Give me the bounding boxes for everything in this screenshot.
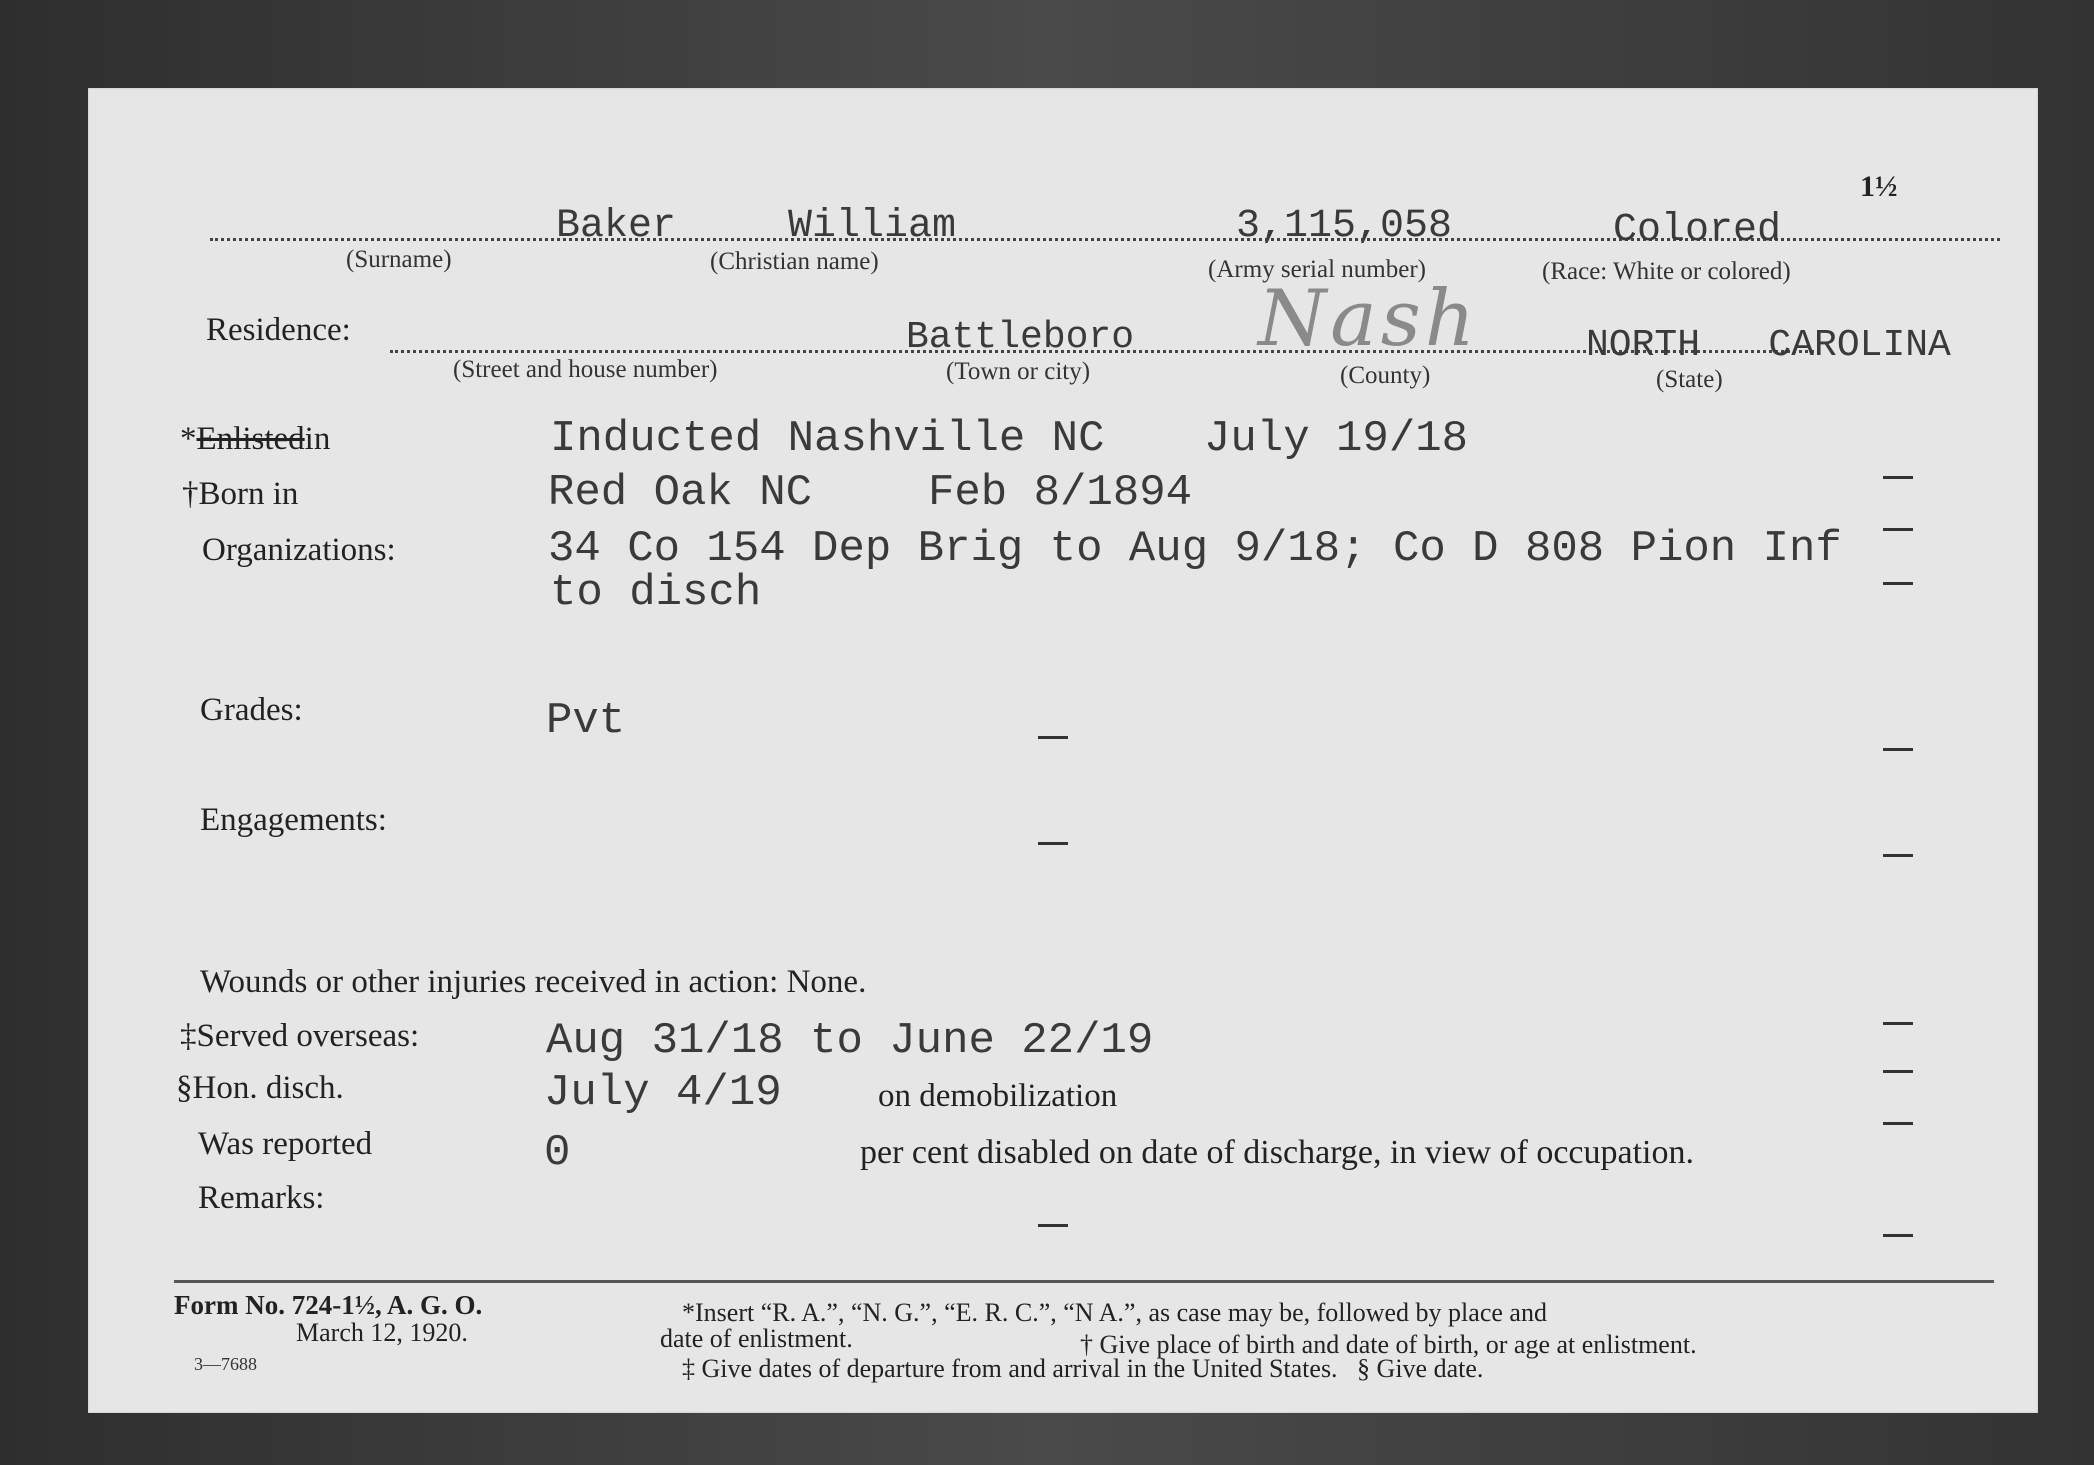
margin-dash: [1883, 528, 1913, 531]
center-dash: [1038, 736, 1068, 739]
discharge-reason: on demobilization: [878, 1078, 1118, 1114]
enlisted-date: July 19/18: [1204, 414, 1469, 464]
overseas-value: Aug 31/18 to June 22/19: [546, 1016, 1154, 1066]
organizations-line-2: to disch: [550, 568, 762, 618]
footnote-line-2b: † Give place of birth and date of birth, or age at enlistment.: [1080, 1330, 1697, 1359]
footer-rule: [174, 1280, 1994, 1283]
enlisted-label-struck: Enlisted: [196, 421, 305, 457]
margin-dash: [1883, 582, 1913, 585]
surname-label: (Surname): [346, 246, 452, 273]
christian-name-label: (Christian name): [710, 248, 879, 275]
reported-label: Was reported: [198, 1126, 373, 1162]
street-label: (Street and house number): [453, 356, 718, 383]
born-date-value: Feb 8/1894: [928, 468, 1193, 518]
grades-label: Grades:: [200, 692, 303, 728]
race-value: Colored: [1613, 208, 1782, 253]
born-dagger: †: [182, 476, 199, 512]
form-date: March 12, 1920.: [296, 1318, 468, 1347]
margin-dash: [1883, 748, 1913, 751]
grades-value: Pvt: [546, 696, 626, 746]
footnote-line-3: ‡ Give dates of departure from and arrival in the United States. § Give date.: [682, 1354, 1484, 1383]
margin-dash: [1883, 1234, 1913, 1237]
margin-dash: [1883, 476, 1913, 479]
remarks-label: Remarks:: [198, 1180, 325, 1216]
form-number: Form No. 724-1½, A. G. O.: [174, 1290, 483, 1320]
service-record-card: [88, 88, 2038, 1413]
footnote-line-1: *Insert “R. A.”, “N. G.”, “E. R. C.”, “N A.”, as case may be, followed by place and: [682, 1298, 1547, 1327]
christian-name-value: William: [788, 204, 957, 249]
engagements-label: Engagements:: [200, 802, 387, 838]
overseas-label: Served overseas:: [196, 1018, 420, 1054]
born-place-value: Red Oak NC: [548, 468, 813, 518]
footnote-line-2a: date of enlistment.: [660, 1324, 853, 1353]
born-label: Born in: [198, 476, 299, 512]
margin-dash: [1883, 854, 1913, 857]
margin-dash: [1883, 1122, 1913, 1125]
center-dash: [1038, 1224, 1068, 1227]
state-value: NORTH CAROLINA: [1586, 324, 1951, 367]
enlisted-asterisk: *: [180, 421, 197, 457]
center-dash: [1038, 842, 1068, 845]
disabled-percent-value: 0: [544, 1128, 571, 1178]
town-value: Battleboro: [906, 316, 1135, 359]
town-label: (Town or city): [946, 358, 1091, 385]
margin-dash: [1883, 1070, 1913, 1073]
enlisted-in-label: in: [304, 421, 331, 457]
discharge-date: July 4/19: [544, 1068, 782, 1118]
print-code: 3—7688: [194, 1354, 257, 1374]
discharge-label: Hon. disch.: [192, 1070, 344, 1106]
overseas-mark: ‡: [180, 1018, 197, 1054]
enlisted-value: Inducted Nashville NC: [550, 414, 1105, 464]
disabled-text: per cent disabled on date of discharge, in view of occupation.: [860, 1134, 1694, 1171]
county-value-handwritten: Nash: [1258, 274, 1480, 364]
county-label: (County): [1340, 362, 1431, 389]
serial-number-label: (Army serial number): [1208, 256, 1426, 283]
residence-label: Residence:: [206, 312, 351, 348]
card-number: 1½: [1860, 170, 1898, 203]
surname-value: Baker: [556, 204, 677, 249]
discharge-mark: §: [176, 1070, 193, 1106]
organizations-label: Organizations:: [202, 532, 396, 568]
wounds-line: Wounds or other injuries received in action: None.: [200, 964, 867, 1000]
serial-number-value: 3,115,058: [1236, 204, 1453, 249]
organizations-line-1: 34 Co 154 Dep Brig to Aug 9/18; Co D 808 Pion Inf: [548, 524, 1842, 574]
race-label: (Race: White or colored): [1542, 258, 1791, 285]
margin-dash: [1883, 1022, 1913, 1025]
state-label: (State): [1656, 366, 1723, 393]
